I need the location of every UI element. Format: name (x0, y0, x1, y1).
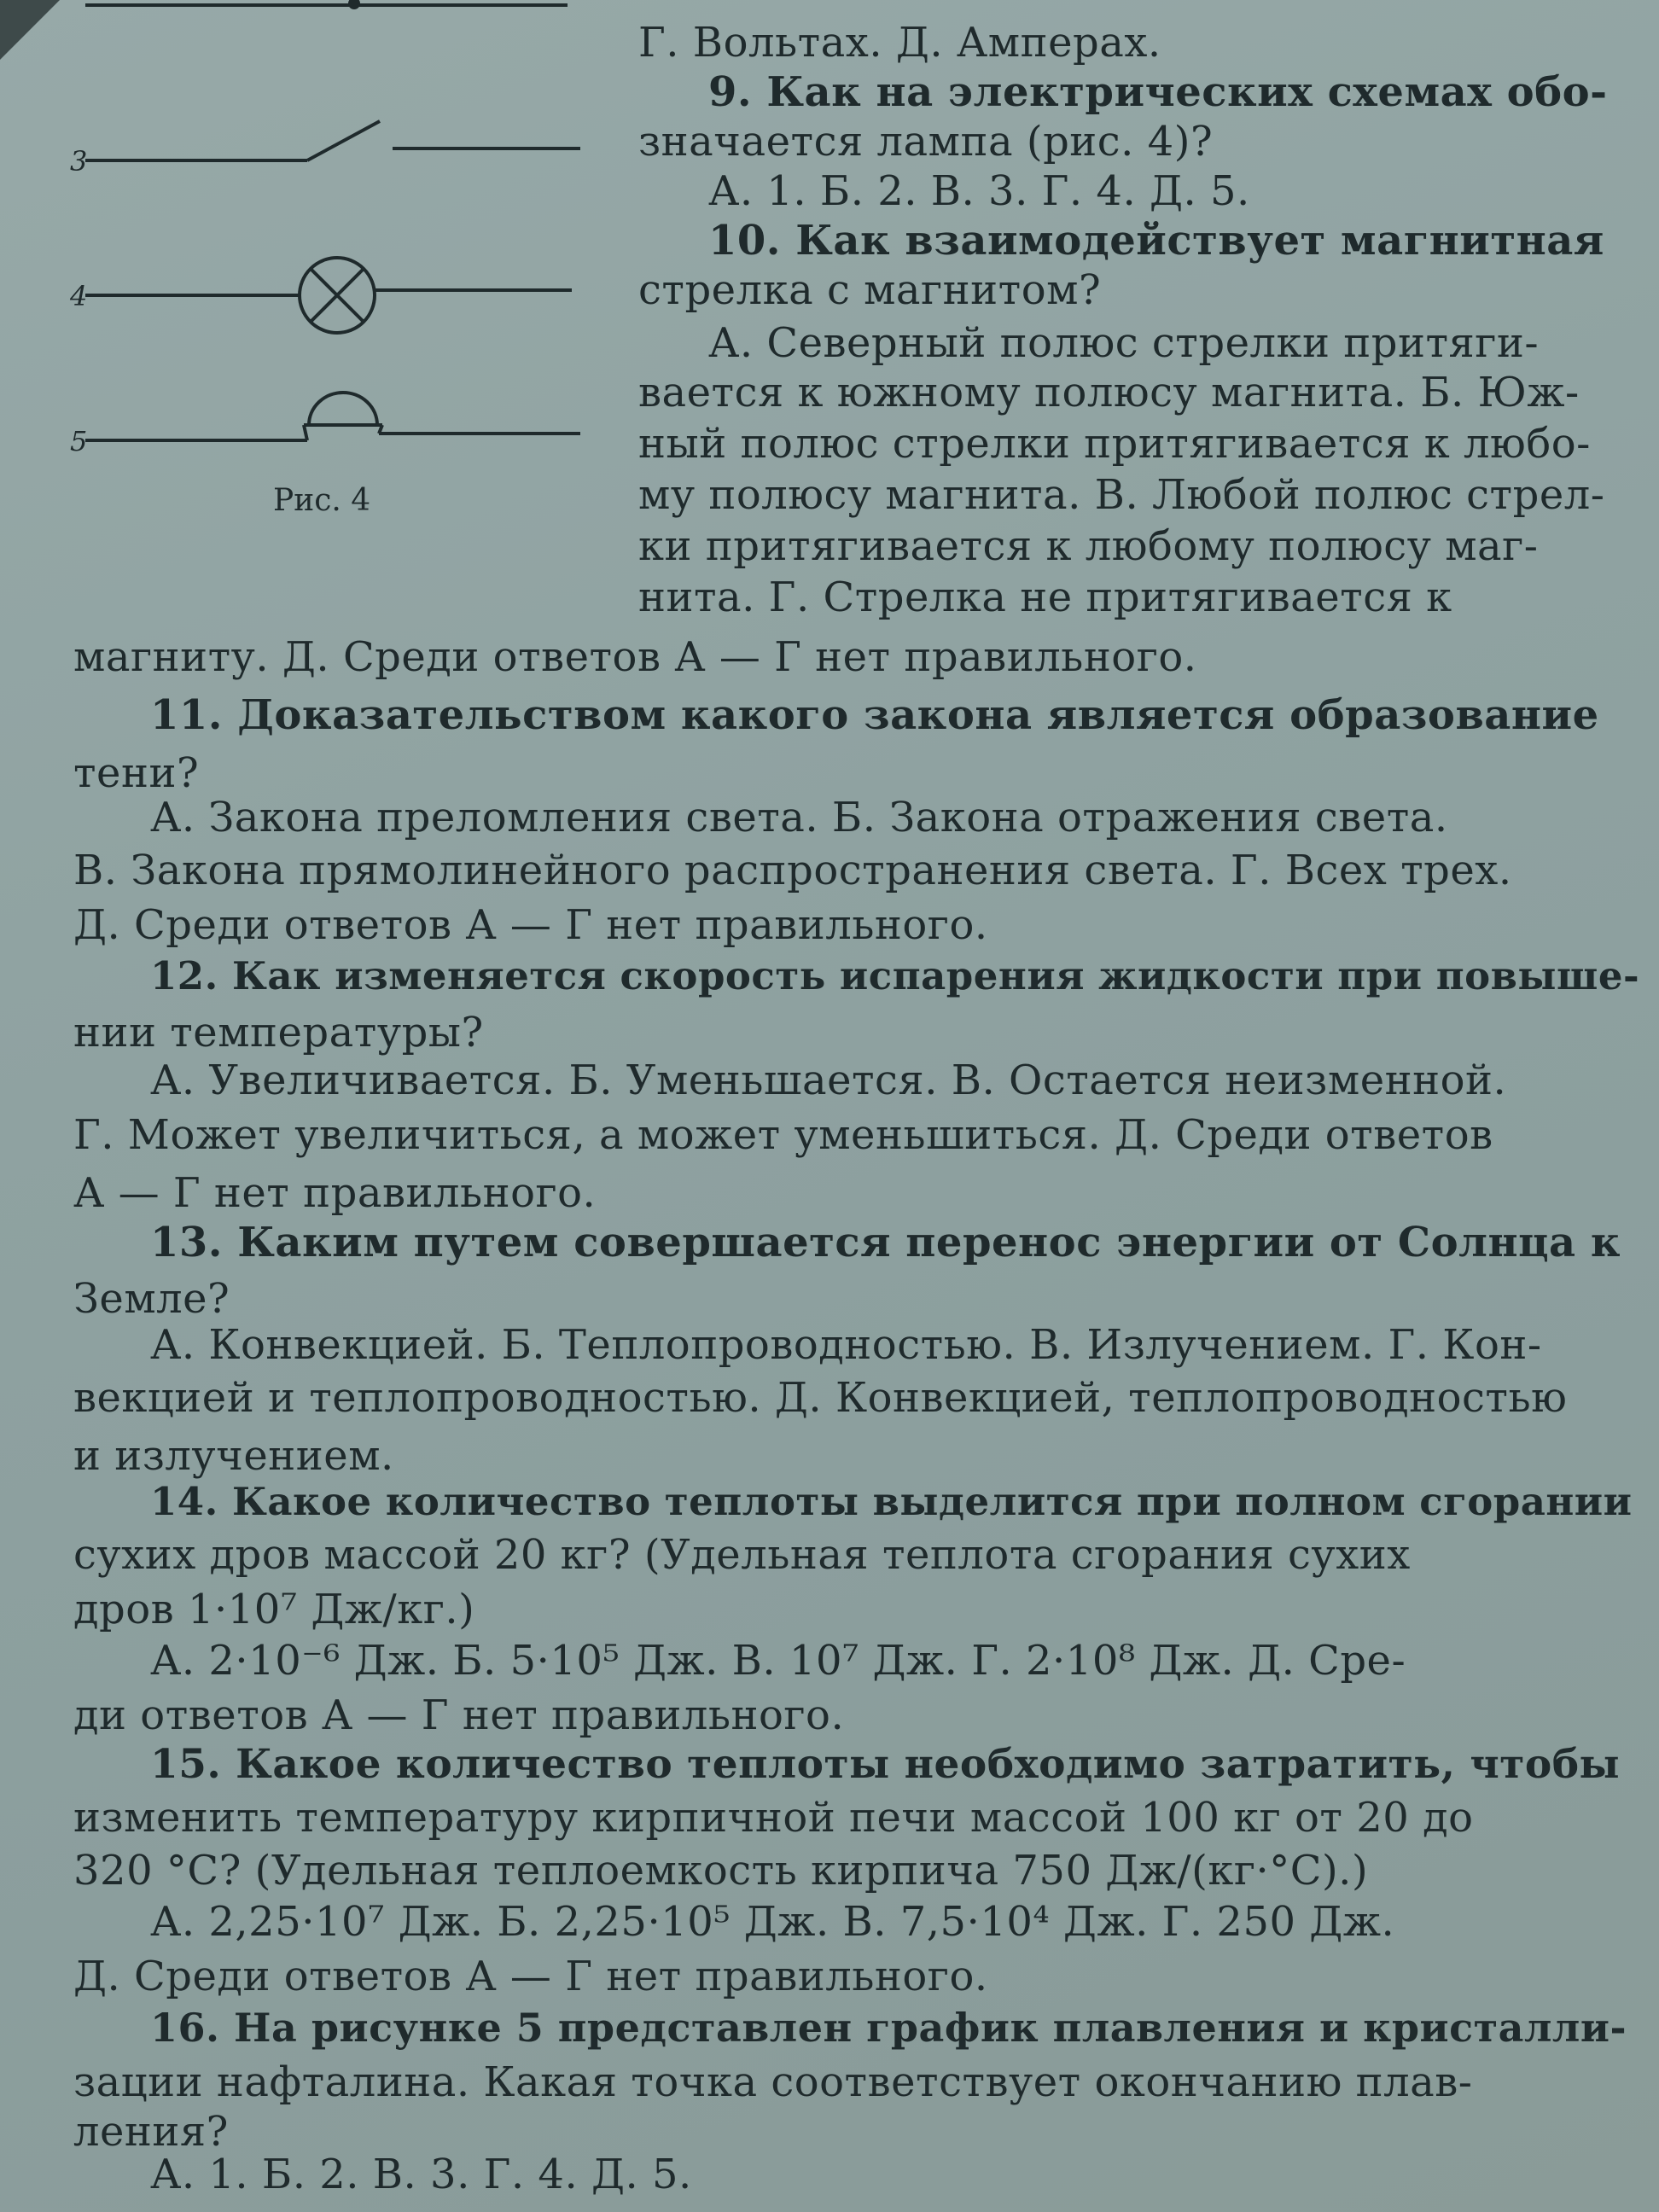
text-line: нии температуры? (73, 1009, 484, 1057)
text-line: Земле? (73, 1275, 230, 1323)
answers-10: А. Северный полюс стрелки притяги- (708, 319, 1540, 367)
text-line: магниту. Д. Среди ответов А — Г нет правильного. (73, 633, 1197, 681)
figure-4 (51, 0, 597, 512)
text-line: зации нафталина. Какая точка соответствует окончанию плав- (73, 2058, 1473, 2106)
text-line: значается лампа (рис. 4)? (638, 118, 1214, 166)
partial-symbol-icon (85, 0, 568, 9)
question-11: 11. Доказательством какого закона является образование (150, 691, 1599, 739)
lamp-symbol-icon (85, 258, 572, 333)
text-line: Г. Может увеличиться, а может уменьшиться. Д. Среди ответов (73, 1111, 1493, 1159)
text-line: стрелка с магнитом? (638, 266, 1102, 314)
question-15: 15. Какое количество теплоты необходимо затратить, чтобы (150, 1741, 1621, 1788)
answers-15: А. 2,25·10⁷ Дж. Б. 2,25·10⁵ Дж. В. 7,5·10⁴ Дж. Г. 250 Дж. (150, 1898, 1395, 1946)
label-4: 4 (70, 280, 88, 312)
label-3: 3 (70, 145, 88, 178)
question-14: 14. Какое количество теплоты выделится при полном сгорании (150, 1479, 1633, 1524)
label-5: 5 (70, 425, 88, 457)
question-12: 12. Как изменяется скорость испарения жидкости при повыше- (150, 953, 1640, 998)
text-line: Д. Среди ответов А — Г нет правильного. (73, 901, 988, 949)
answers-9: А. 1. Б. 2. В. 3. Г. 4. Д. 5. (708, 167, 1250, 215)
question-16: 16. На рисунке 5 представлен график плавления и кристалли- (150, 2005, 1627, 2051)
answers-13: А. Конвекцией. Б. Теплопроводностью. В. Излучением. Г. Кон- (150, 1321, 1542, 1369)
text-line: сухих дров массой 20 кг? (Удельная теплота сгорания сухих (73, 1531, 1411, 1579)
text-line: му полюсу магнита. В. Любой полюс стрел- (638, 471, 1605, 519)
question-9: 9. Как на электрических схемах обо- (708, 68, 1608, 116)
text-line: вается к южному полюсу магнита. Б. Юж- (638, 369, 1580, 416)
text-line: изменить температуру кирпичной печи массой 100 кг от 20 до (73, 1794, 1474, 1842)
answers-12: А. Увеличивается. Б. Уменьшается. В. Остается неизменной. (150, 1057, 1507, 1104)
figure-caption: Рис. 4 (273, 483, 371, 518)
text-line: А — Г нет правильного. (73, 1169, 597, 1217)
text-line: Г. Вольтах. Д. Амперах. (638, 19, 1161, 67)
answers-16: А. 1. Б. 2. В. 3. Г. 4. Д. 5. (150, 2151, 692, 2198)
text-line: ки притягивается к любому полюсу маг- (638, 522, 1539, 570)
text-line: ления? (73, 2108, 229, 2156)
bell-symbol-icon (85, 393, 580, 440)
text-line: нита. Г. Стрелка не притягивается к (638, 573, 1452, 621)
question-10: 10. Как взаимодействует магнитная (708, 217, 1604, 265)
text-line: тени? (73, 749, 200, 797)
text-line: и излучением. (73, 1432, 394, 1480)
text-line: Д. Среди ответов А — Г нет правильного. (73, 1953, 988, 2000)
text-line: ди ответов А — Г нет правильного. (73, 1691, 845, 1739)
text-line: дров 1·10⁷ Дж/кг.) (73, 1586, 475, 1633)
question-13: 13. Каким путем совершается перенос энергии от Солнца к (150, 1219, 1621, 1266)
answers-11: А. Закона преломления света. Б. Закона отражения света. (150, 794, 1448, 841)
text-line: ный полюс стрелки притягивается к любо- (638, 420, 1591, 468)
answers-14: А. 2·10⁻⁶ Дж. Б. 5·10⁵ Дж. В. 10⁷ Дж. Г. 2·10⁸ Дж. Д. Сре- (150, 1637, 1406, 1685)
text-line: В. Закона прямолинейного распространения света. Г. Всех трех. (73, 847, 1512, 894)
text-line: 320 °С? (Удельная теплоемкость кирпича 750 Дж/(кг·°С).) (73, 1847, 1369, 1895)
text-line: векцией и теплопроводностью. Д. Конвекцией, теплопроводностью (73, 1374, 1568, 1422)
switch-symbol-icon (85, 121, 580, 160)
